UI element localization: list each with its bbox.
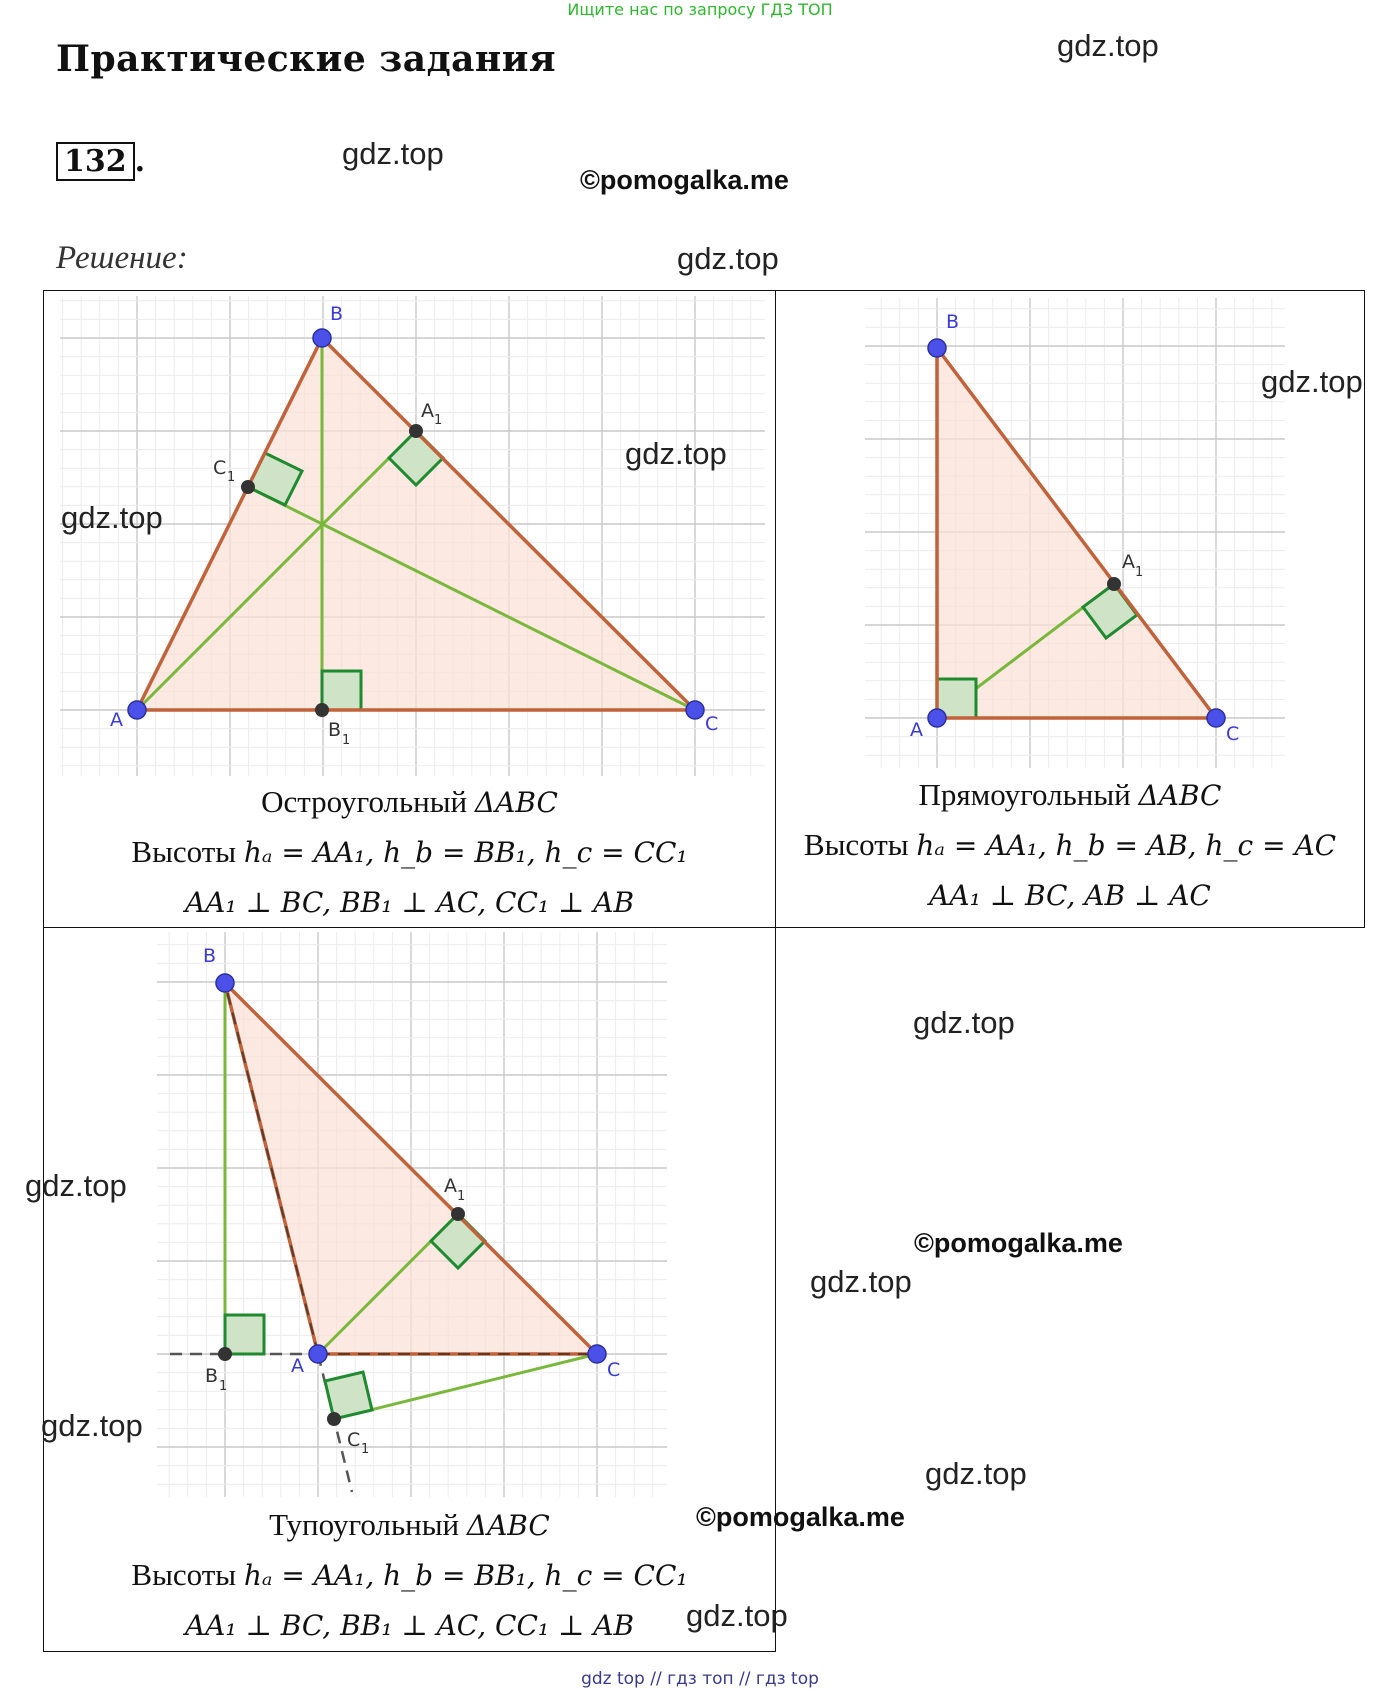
page-heading: Практические задания [56, 38, 557, 80]
acute-label-c: C [705, 713, 719, 735]
watermark-gdz: gdz.top [1057, 28, 1159, 63]
acute-vertex-b [313, 329, 331, 347]
watermark-pomogalka: ©pomogalka.me [580, 165, 789, 195]
caption-acute [43, 777, 776, 927]
acute-triangle-diagram [60, 296, 765, 776]
watermark-gdz: gdz.top [913, 1005, 1015, 1040]
right-label-a1-sub: 1 [1135, 565, 1144, 580]
caption-acute-line1: Остроугольный ΔABC [261, 784, 558, 819]
obtuse-label-a: A [291, 1355, 304, 1377]
caption-obtuse-line2: Высоты hₐ = AA₁, h_b = BB₁, h_c = CC₁ [131, 1557, 688, 1592]
obtuse-label-a1-sub: 1 [457, 1189, 466, 1204]
acute-label-b1: B [328, 719, 342, 741]
obtuse-foot-b1 [218, 1347, 232, 1361]
caption-obtuse-line1: Тупоугольный ΔABC [269, 1507, 550, 1542]
acute-foot-b1 [315, 703, 329, 717]
footer-links: gdz top // гдз топ // гдз top [581, 1669, 819, 1689]
acute-vertex-c [686, 701, 704, 719]
right-vertex-a [928, 709, 946, 727]
watermark-gdz: gdz.top [677, 241, 779, 276]
caption-right-line3: AA₁ ⊥ BC, AB ⊥ AC [929, 879, 1211, 912]
acute-label-c1-sub: 1 [227, 470, 236, 485]
top-banner: Ищите нас по запросу ГДЗ ТОП [567, 0, 833, 19]
caption-obtuse-line3: AA₁ ⊥ BC, BB₁ ⊥ AC, CC₁ ⊥ AB [184, 1609, 635, 1642]
obtuse-foot-a1 [451, 1207, 465, 1221]
watermark-gdz: gdz.top [686, 1598, 788, 1633]
acute-label-a1: A [421, 400, 434, 422]
watermark-gdz: gdz.top [925, 1456, 1027, 1491]
acute-label-a1-sub: 1 [434, 413, 443, 428]
task-number-box: 132 [56, 142, 135, 181]
watermark-gdz: gdz.top [625, 436, 727, 471]
obtuse-right-angle-c1 [325, 1372, 372, 1419]
obtuse-label-c: C [607, 1359, 621, 1381]
acute-foot-a1 [409, 424, 423, 438]
right-label-a: A [910, 719, 923, 741]
obtuse-vertex-a [309, 1345, 327, 1363]
right-vertex-c [1207, 709, 1225, 727]
watermark-gdz: gdz.top [1261, 364, 1363, 399]
task-number-suffix: . [134, 144, 146, 179]
obtuse-label-b1-sub: 1 [219, 1379, 228, 1394]
obtuse-label-a1: A [444, 1175, 457, 1197]
watermark-gdz: gdz.top [810, 1264, 912, 1299]
caption-obtuse [43, 1500, 776, 1650]
obtuse-foot-c1 [327, 1412, 341, 1426]
watermark-pomogalka: ©pomogalka.me [696, 1502, 905, 1532]
obtuse-vertex-c [588, 1345, 606, 1363]
obtuse-label-b: B [203, 945, 217, 967]
watermark-pomogalka: ©pomogalka.me [914, 1228, 1123, 1258]
acute-right-angle-b1 [322, 671, 361, 710]
caption-acute-line3: AA₁ ⊥ BC, BB₁ ⊥ AC, CC₁ ⊥ AB [184, 886, 635, 919]
right-foot-a1 [1107, 577, 1121, 591]
acute-vertex-a [128, 701, 146, 719]
obtuse-triangle-diagram [157, 932, 667, 1497]
obtuse-label-b1: B [205, 1365, 219, 1387]
caption-right-line1: Прямоугольный ΔABC [918, 777, 1222, 812]
watermark-gdz: gdz.top [61, 500, 163, 535]
watermark-gdz: gdz.top [342, 136, 444, 171]
acute-label-b: B [330, 303, 344, 325]
caption-right-line2: Высоты hₐ = AA₁, h_b = AB, h_c = AC [803, 827, 1337, 862]
obtuse-label-c1-sub: 1 [361, 1442, 370, 1457]
right-label-b: B [946, 311, 960, 333]
acute-label-a: A [110, 709, 123, 731]
watermark-gdz: gdz.top [41, 1408, 143, 1443]
task-number [56, 144, 145, 179]
right-triangle-diagram [865, 298, 1285, 768]
obtuse-right-angle-b1 [225, 1315, 264, 1354]
watermark-gdz: gdz.top [25, 1168, 127, 1203]
right-label-c: C [1226, 723, 1240, 745]
caption-right [775, 770, 1365, 920]
caption-acute-line2: Высоты hₐ = AA₁, h_b = BB₁, h_c = CC₁ [131, 834, 688, 869]
solution-label: Решение: [56, 240, 188, 276]
acute-label-b1-sub: 1 [342, 733, 351, 748]
right-vertex-b [928, 339, 946, 357]
acute-foot-c1 [241, 480, 255, 494]
obtuse-label-c1: C [347, 1429, 361, 1451]
right-label-a1: A [1122, 551, 1135, 573]
acute-label-c1: C [213, 457, 227, 479]
obtuse-vertex-b [216, 974, 234, 992]
